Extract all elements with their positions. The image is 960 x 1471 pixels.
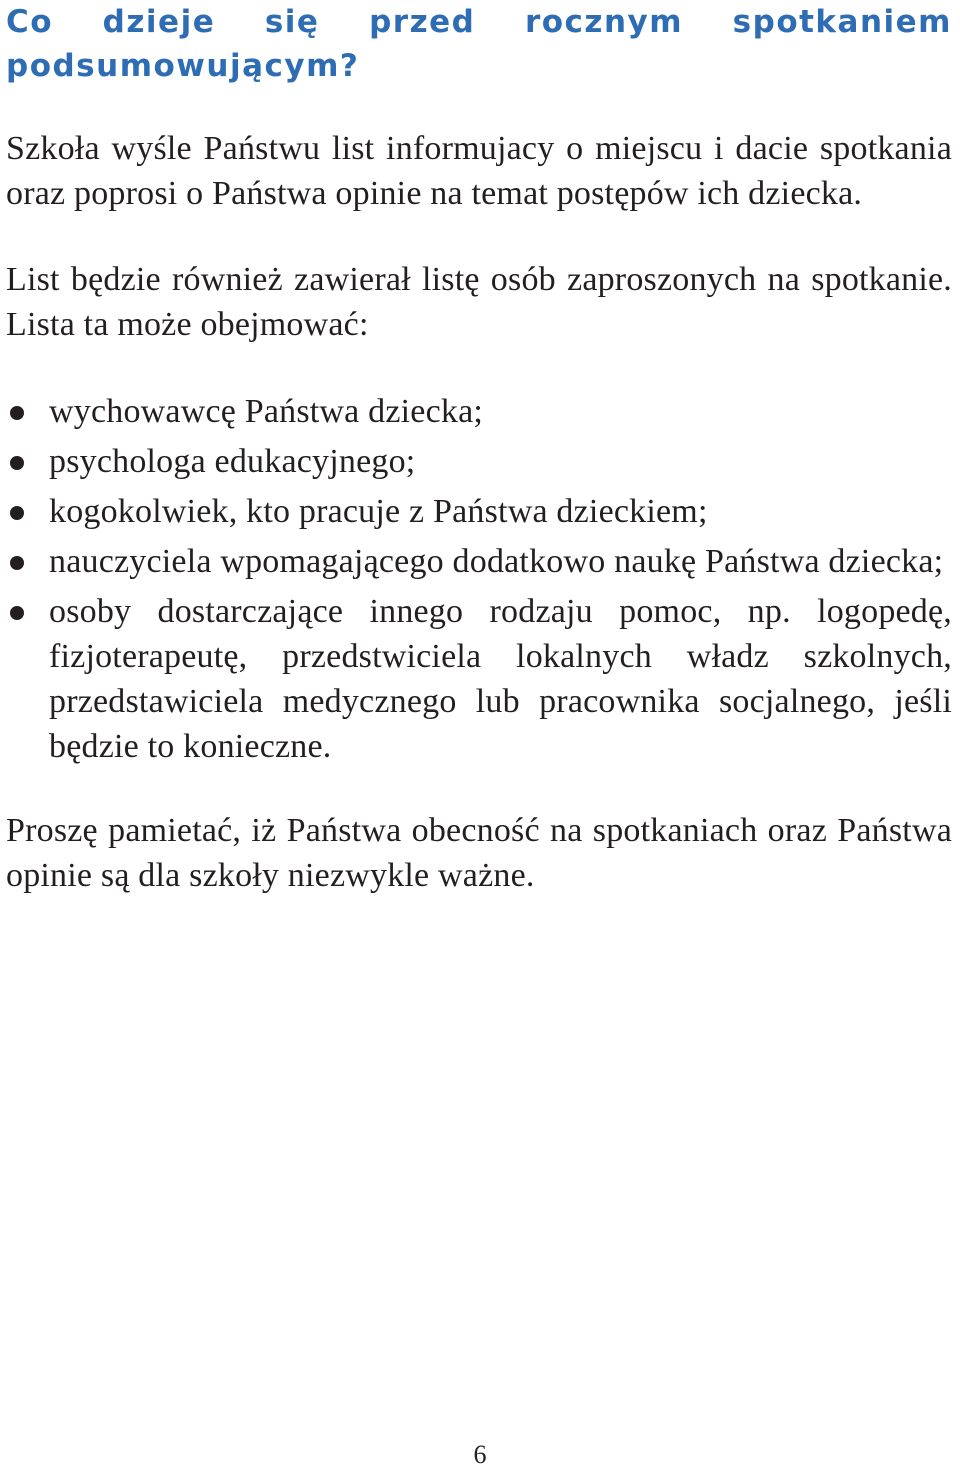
- paragraph-letter-info: Szkoła wyśle Państwu list informujacy o miejscu i dacie spotkania oraz poprosi o Państwa opinie na temat postępów ich dziecka.: [6, 130, 952, 212]
- paragraph-closing-note: Proszę pamietać, iż Państwa obecność na spotkaniach oraz Państwa opinie są dla szkoły niezwykle ważne.: [6, 812, 952, 894]
- page-number: 6: [473, 1440, 487, 1469]
- list-item-text: psychologa edukacyjnego;: [49, 443, 416, 480]
- list-item: [6, 539, 952, 584]
- bullet-icon: [10, 456, 24, 470]
- list-item: [6, 589, 952, 769]
- invitee-list: [6, 389, 952, 769]
- bullet-icon: [10, 506, 24, 520]
- bullet-icon: [10, 606, 24, 620]
- list-item: [6, 489, 952, 534]
- bullet-icon: [10, 556, 24, 570]
- section-heading: [6, 0, 952, 88]
- bullet-icon: [10, 406, 24, 420]
- list-item: [6, 439, 952, 484]
- list-item-text: kogokolwiek, kto pracuje z Państwa dzieckiem;: [49, 493, 708, 530]
- list-item-text: osoby dostarczające innego rodzaju pomoc, np. logopedę, fizjoterapeutę, przedstwiciela lokalnych władz szkolnych, przedstawiciela medycznego lub pracownika socjalnego, jeśli będzie to konieczne.: [49, 593, 952, 765]
- list-item-text: nauczyciela wpomagającego dodatkowo naukę Państwa dziecka;: [49, 543, 944, 580]
- list-item: [6, 389, 952, 434]
- list-item-text: wychowawcę Państwa dziecka;: [49, 393, 484, 430]
- heading-line-2: podsumowującym?: [6, 48, 360, 84]
- document-page: [6, 0, 952, 898]
- heading-line-1: Co dzieje się przed rocznym spotkaniem: [6, 4, 952, 40]
- paragraph-invite-list: List będzie również zawierał listę osób zaproszonych na spotkanie. Lista ta może obejmować:: [6, 261, 952, 343]
